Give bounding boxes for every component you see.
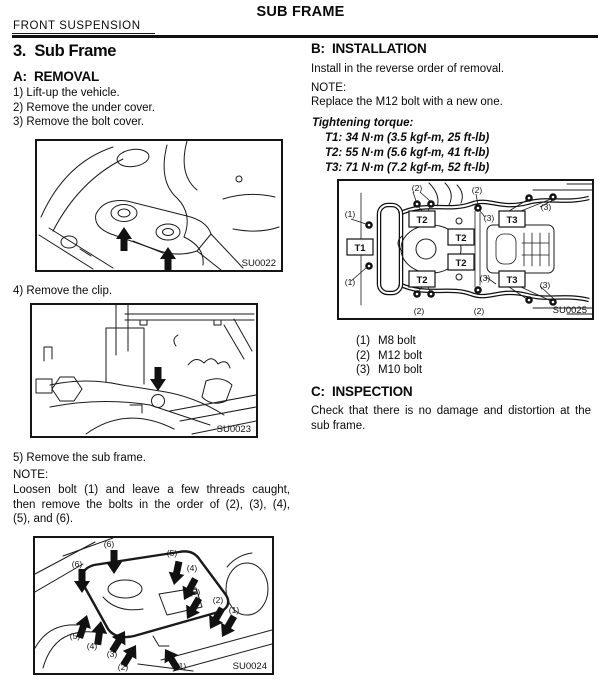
removal-note-body bbox=[13, 483, 290, 527]
inspection-line: sub frame. bbox=[311, 419, 366, 432]
figure-id-label: SU0023 bbox=[216, 424, 251, 435]
installation-note-label: NOTE: bbox=[311, 82, 347, 94]
legend-num: (1) bbox=[356, 335, 371, 347]
svg-text:T2: T2 bbox=[455, 258, 467, 269]
figure-su0025 bbox=[337, 179, 594, 320]
svg-text:(3): (3) bbox=[189, 587, 201, 597]
svg-text:(4): (4) bbox=[186, 563, 198, 573]
note-line: then remove the bolts in the order of (2), (3), (4), bbox=[13, 498, 290, 511]
svg-text:(5): (5) bbox=[69, 631, 81, 641]
figure-id-label: SU0022 bbox=[241, 258, 276, 269]
removal-step-4: 4) Remove the clip. bbox=[13, 285, 113, 297]
installation-note-body: Replace the M12 bolt with a new one. bbox=[311, 96, 503, 108]
svg-text:(6): (6) bbox=[103, 539, 115, 549]
legend-label: M12 bolt bbox=[378, 349, 423, 362]
figure-su0022 bbox=[35, 139, 283, 272]
legend-row bbox=[311, 350, 591, 365]
installation-intro: Install in the reverse order of removal. bbox=[311, 63, 505, 75]
header-rule-thin bbox=[12, 33, 155, 34]
su0022-illustration bbox=[37, 141, 281, 270]
clip-circle bbox=[152, 395, 165, 408]
svg-text:(1): (1) bbox=[344, 277, 356, 287]
svg-text:T2: T2 bbox=[455, 233, 467, 244]
figure-id-label: SU0025 bbox=[552, 305, 587, 316]
torque-t2: T2: 55 N·m (5.6 kgf-m, 41 ft-lb) bbox=[325, 147, 490, 159]
bolt-legend bbox=[311, 335, 591, 379]
section-label: FRONT SUSPENSION bbox=[13, 20, 141, 32]
legend-num: (3) bbox=[356, 364, 371, 376]
svg-text:(5): (5) bbox=[166, 548, 178, 558]
inspection-body bbox=[311, 404, 591, 433]
torque-t3: T3: 71 N·m (7.2 kgf-m, 52 ft-lb) bbox=[325, 162, 490, 174]
su0024-illustration bbox=[35, 538, 272, 673]
svg-text:(2): (2) bbox=[473, 306, 485, 316]
legend-row bbox=[311, 364, 591, 379]
svg-text:T3: T3 bbox=[506, 275, 518, 286]
su0023-lineart bbox=[36, 305, 256, 434]
legend-label: M10 bolt bbox=[378, 364, 423, 376]
legend-num: (2) bbox=[356, 349, 371, 362]
svg-text:(3): (3) bbox=[106, 649, 118, 659]
legend-label: M8 bolt bbox=[378, 335, 416, 347]
inspection-heading: C: INSPECTION bbox=[311, 384, 413, 399]
su0023-illustration bbox=[32, 305, 256, 436]
svg-text:(2): (2) bbox=[411, 183, 423, 193]
svg-text:(1): (1) bbox=[175, 661, 187, 671]
svg-text:T2: T2 bbox=[416, 215, 428, 226]
header-rule-thick bbox=[12, 35, 598, 39]
torque-heading: Tightening torque: bbox=[312, 117, 414, 129]
svg-text:(3): (3) bbox=[479, 273, 491, 283]
svg-text:T2: T2 bbox=[416, 275, 428, 286]
removal-note-label: NOTE: bbox=[13, 469, 49, 481]
svg-text:(2): (2) bbox=[212, 595, 224, 605]
svg-text:(3): (3) bbox=[540, 202, 552, 212]
figure-su0024 bbox=[33, 536, 274, 675]
removal-heading: A: REMOVAL bbox=[13, 69, 100, 84]
svg-text:T1: T1 bbox=[354, 243, 366, 254]
removal-step-3: 3) Remove the bolt cover. bbox=[13, 116, 145, 128]
svg-text:(1): (1) bbox=[228, 605, 240, 615]
chapter-heading: 3. Sub Frame bbox=[13, 42, 117, 60]
page-title: SUB FRAME bbox=[256, 4, 345, 20]
svg-text:(4): (4) bbox=[86, 641, 98, 651]
bolt-arrow-icon bbox=[116, 227, 132, 251]
svg-text:(2): (2) bbox=[413, 306, 425, 316]
bolt-arrow-icon bbox=[166, 560, 187, 587]
svg-text:(2): (2) bbox=[471, 185, 483, 195]
inspection-line: Check that there is no damage and distortion at the bbox=[311, 405, 591, 417]
svg-text:(3): (3) bbox=[483, 213, 495, 223]
svg-text:(3): (3) bbox=[539, 280, 551, 290]
svg-text:T3: T3 bbox=[506, 215, 518, 226]
figure-su0023 bbox=[30, 303, 258, 438]
svg-text:(6): (6) bbox=[71, 559, 83, 569]
note-line: Loosen bolt (1) and leave a few threads caught, bbox=[13, 484, 290, 496]
removal-step-2: 2) Remove the under cover. bbox=[13, 101, 155, 114]
legend-row bbox=[311, 335, 591, 350]
removal-steps bbox=[13, 86, 155, 130]
torque-values bbox=[325, 131, 489, 176]
torque-t1: T1: 34 N·m (3.5 kgf-m, 25 ft-lb) bbox=[325, 132, 490, 144]
bolt-arrow-icon bbox=[106, 550, 122, 574]
note-line: (5), and (6). bbox=[13, 513, 74, 525]
su0022-arrows bbox=[116, 227, 176, 270]
figure-id-label: SU0024 bbox=[232, 661, 267, 672]
bolt-arrow-icon bbox=[74, 569, 90, 593]
svg-text:(2): (2) bbox=[117, 662, 129, 672]
removal-step-1: 1) Lift-up the vehicle. bbox=[13, 87, 120, 99]
svg-text:(1): (1) bbox=[344, 209, 356, 219]
su0022-lineart bbox=[39, 141, 279, 270]
installation-heading: B: INSTALLATION bbox=[311, 41, 427, 56]
su0025-illustration bbox=[339, 181, 592, 318]
bolt-arrow-icon bbox=[150, 367, 166, 391]
removal-step-5: 5) Remove the sub frame. bbox=[13, 452, 146, 464]
bolt-arrow-icon bbox=[160, 247, 176, 270]
